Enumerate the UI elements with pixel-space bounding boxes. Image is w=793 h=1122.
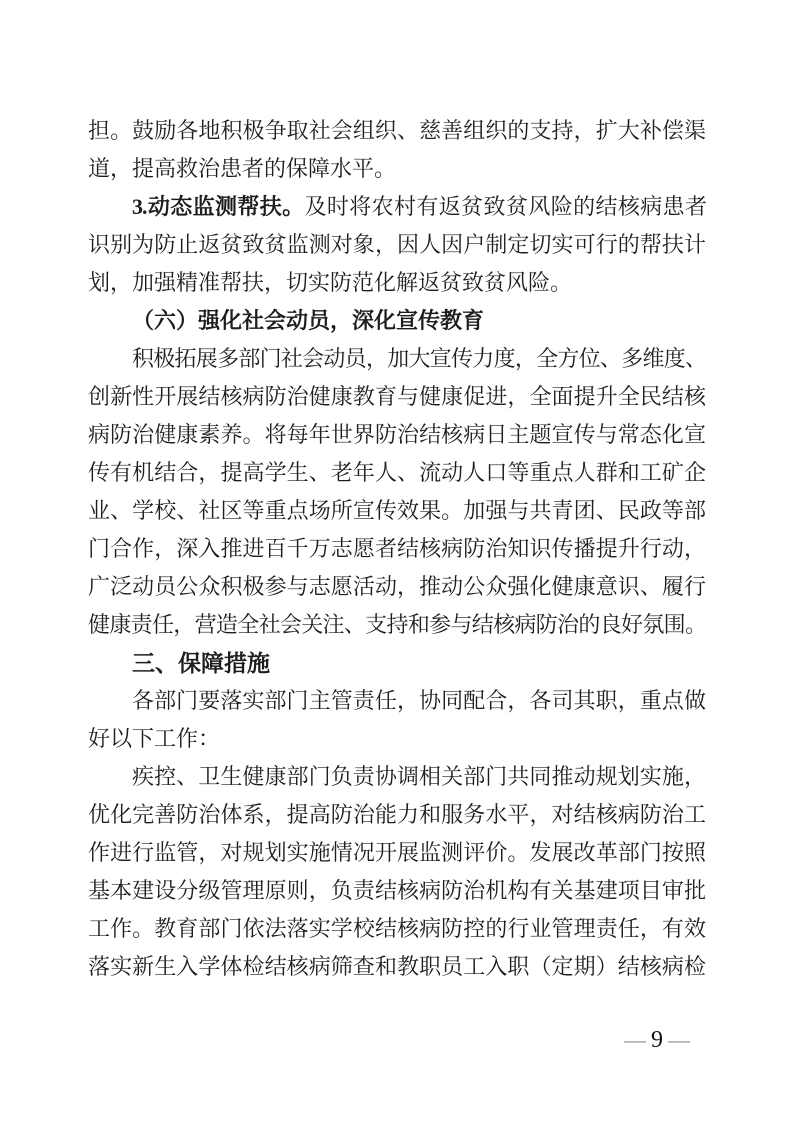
text-line: 疾控、卫生健康部门负责协调相关部门共同推动规划实施， xyxy=(132,764,706,789)
text-line: 门合作，深入推进百千万志愿者结核病防治知识传播提升行动， xyxy=(88,536,706,561)
text-line: 各部门要落实部门主管责任，协同配合，各司其职，重点做 xyxy=(132,688,706,713)
numbered-item-text: 及时将农村有返贫致贫风险的结核病患者 xyxy=(304,194,706,219)
text-line: 道，提高救治患者的保障水平。 xyxy=(88,156,397,181)
numbered-item-lead: 3.动态监测帮扶。 xyxy=(132,194,305,219)
document-body xyxy=(88,112,706,986)
text-line: 好以下工作： xyxy=(88,726,221,751)
text-line: 传有机结合，提高学生、老年人、流动人口等重点人群和工矿企 xyxy=(88,460,706,485)
text-line: 识别为防止返贫致贫监测对象，因人因户制定切实可行的帮扶计 xyxy=(88,232,706,257)
text-line: 业、学校、社区等重点场所宣传效果。加强与共青团、民政等部 xyxy=(88,498,706,523)
section-heading-three: 三、保障措施 xyxy=(132,650,270,676)
text-line: 落实新生入学体检结核病筛查和教职员工入职（定期）结核病检 xyxy=(88,954,706,979)
text-line: 健康责任，营造全社会关注、支持和参与结核病防治的良好氛围。 xyxy=(88,612,706,637)
text-line: 工作。教育部门依法落实学校结核病防控的行业管理责任，有效 xyxy=(88,916,706,941)
section-heading-six: （六）强化社会动员，深化宣传教育 xyxy=(132,308,485,333)
text-line: 优化完善防治体系，提高防治能力和服务水平，对结核病防治工 xyxy=(88,802,706,827)
text-line: 划，加强精准帮扶，切实防范化解返贫致贫风险。 xyxy=(88,270,573,295)
text-line: 积极拓展多部门社会动员，加大宣传力度，全方位、多维度、 xyxy=(132,346,706,371)
text-line: 基本建设分级管理原则，负责结核病防治机构有关基建项目审批 xyxy=(88,878,706,903)
text-line: 作进行监管，对规划实施情况开展监测评价。发展改革部门按照 xyxy=(88,840,706,865)
page-number-dash-right: — xyxy=(668,1027,690,1052)
page-footer xyxy=(624,1028,690,1052)
page-number-dash-left: — xyxy=(624,1027,646,1052)
text-line: 创新性开展结核病防治健康教育与健康促进，全面提升全民结核 xyxy=(88,384,706,409)
page-number: 9 xyxy=(651,1027,663,1053)
text-line: 病防治健康素养。将每年世界防治结核病日主题宣传与常态化宣 xyxy=(88,422,706,447)
text-line: 担。鼓励各地积极争取社会组织、慈善组织的支持，扩大补偿渠 xyxy=(88,118,706,143)
text-line-numbered-item xyxy=(88,188,706,226)
text-line: 广泛动员公众积极参与志愿活动，推动公众强化健康意识、履行 xyxy=(88,574,706,599)
